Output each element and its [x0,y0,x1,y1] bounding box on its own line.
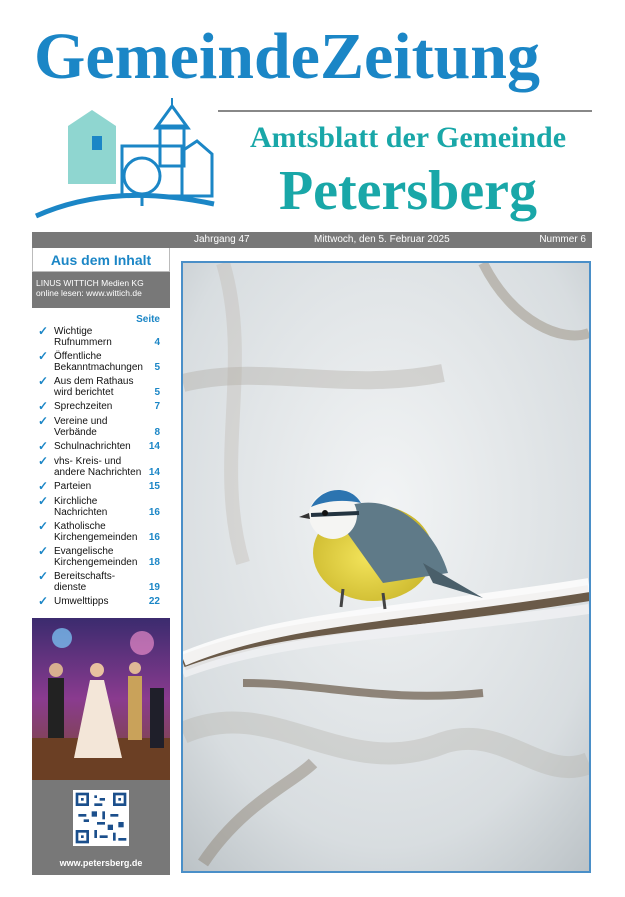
toc-page: 18 [148,557,160,568]
checkmark-icon: ✓ [38,569,49,583]
checkmark-icon: ✓ [38,439,49,453]
toc-label: Wichtige Rufnummern [54,326,112,348]
qr-code-box [32,780,170,875]
toc-page: 5 [154,387,160,398]
toc-page: 14 [148,467,160,478]
issue-volume: Jahrgang 47 [194,234,250,245]
toc-label: Sprechzeiten [54,401,113,412]
toc-label: Evangelische Kirchengemeinden [54,546,138,568]
toc-page: 22 [148,596,160,607]
toc-label: Umwelttipps [54,596,109,607]
toc-page: 16 [148,532,160,543]
toc-item[interactable] [36,456,166,478]
checkmark-icon: ✓ [38,414,49,428]
toc-item[interactable] [36,496,166,518]
website-link[interactable]: www.petersberg.de [59,858,143,868]
toc-page: 4 [154,337,160,348]
checkmark-icon: ✓ [38,594,49,608]
toc-item[interactable] [36,376,166,398]
checkmark-icon: ✓ [38,349,49,363]
publisher-name: LINUS WITTICH Medien KG [36,278,144,288]
page-column-label: Seite [136,314,160,325]
toc-page: 5 [154,362,160,373]
toc-label: Bereitschafts-dienste [54,571,116,593]
issue-number: Nummer 6 [539,234,586,245]
cover-photo-blue-tit [181,261,591,873]
toc-label: Öffentliche Bekanntmachungen [54,351,143,373]
toc-item[interactable] [36,546,166,568]
toc-item[interactable] [36,441,166,452]
toc-label: Katholische Kirchengemeinden [54,521,138,543]
checkmark-icon: ✓ [38,324,49,338]
toc-label: Aus dem Rathaus wird berichtet [54,376,134,398]
toc-item[interactable] [36,521,166,543]
masthead-subtitle: Amtsblatt der Gemeinde [249,121,567,154]
checkmark-icon: ✓ [38,519,49,533]
checkmark-icon: ✓ [38,544,49,558]
toc-page: 16 [148,507,160,518]
issue-date: Mittwoch, den 5. Februar 2025 [314,234,450,245]
toc-label: vhs- Kreis- und andere Nachrichten [54,456,142,478]
checkmark-icon: ✓ [38,399,49,413]
toc-label: Schulnachrichten [54,441,131,452]
checkmark-icon: ✓ [38,494,49,508]
toc-item[interactable] [36,326,166,348]
toc-page: 8 [154,427,160,438]
checkmark-icon: ✓ [38,479,49,493]
publisher-online: online lesen: www.wittich.de [36,288,142,298]
toc-item[interactable] [36,351,166,373]
issue-info-bar [32,232,592,248]
toc-item[interactable] [36,481,166,492]
toc-item[interactable] [36,571,166,593]
checkmark-icon: ✓ [38,454,49,468]
masthead-place: Petersberg [278,160,538,222]
toc-page: 19 [148,582,160,593]
toc-label: Parteien [54,481,92,492]
masthead-title: GemeindeZeitung [34,20,540,93]
contents-heading: Aus dem Inhalt [32,248,170,272]
toc-page: 15 [148,481,160,492]
qr-code-icon[interactable] [73,790,129,846]
toc-label: Vereine und Verbände [54,416,108,438]
toc-page: 14 [148,441,160,452]
header-rule [218,110,592,112]
toc-label: Kirchliche Nachrichten [54,496,108,518]
castle-logo-icon [32,96,217,221]
toc-item[interactable] [36,401,166,412]
toc-page: 7 [154,401,160,412]
ball-dance-photo [32,618,170,780]
toc-item[interactable] [36,596,166,607]
publisher-info [32,272,170,308]
toc-item[interactable] [36,416,166,438]
checkmark-icon: ✓ [38,374,49,388]
